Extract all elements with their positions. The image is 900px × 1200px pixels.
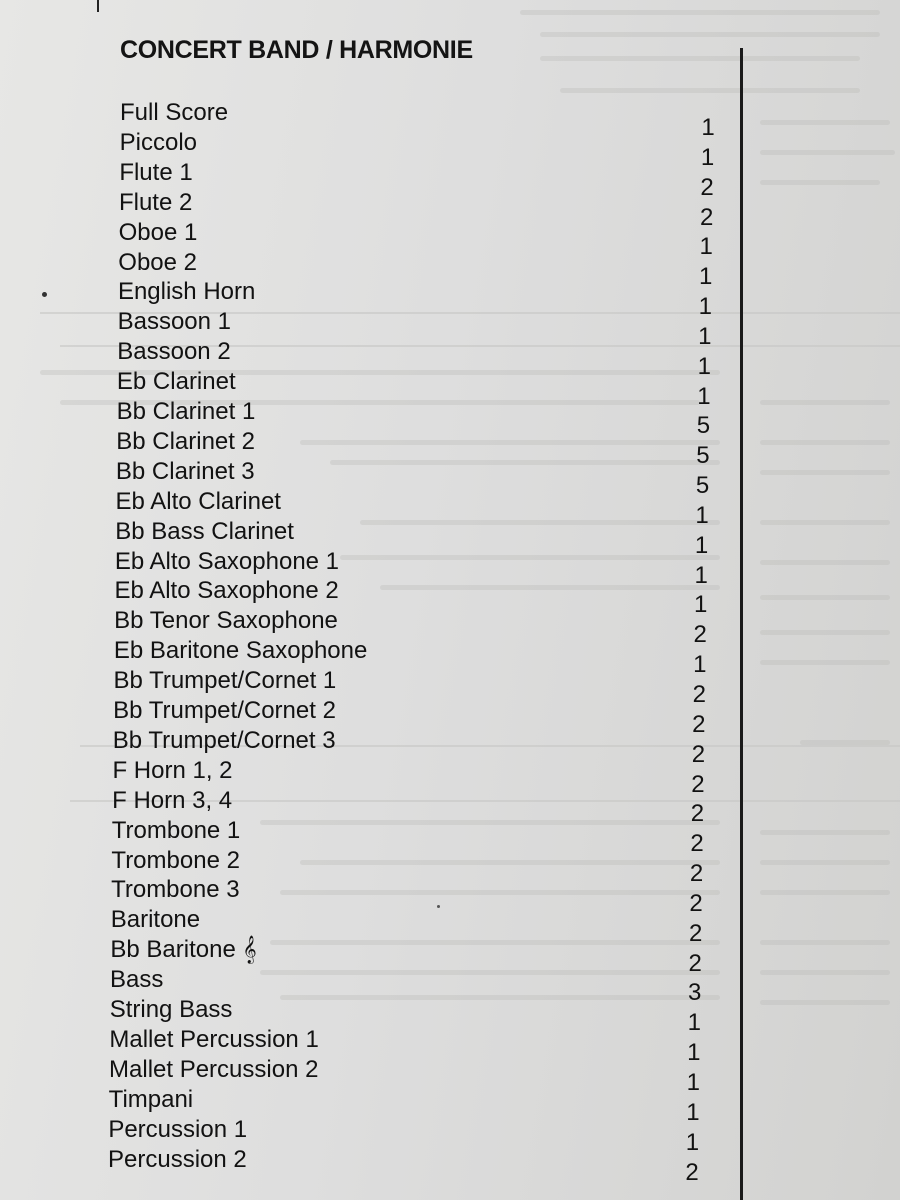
part-name: English Horn — [117, 278, 256, 306]
part-name: Bb Tenor Saxophone — [114, 607, 338, 635]
column-divider — [740, 48, 743, 1200]
part-quantity: 1 — [697, 352, 711, 380]
part-quantity: 2 — [688, 919, 703, 947]
part-name: Piccolo — [119, 128, 198, 156]
part-quantity: 2 — [691, 770, 705, 798]
part-quantity: 1 — [697, 382, 711, 410]
part-quantity: 2 — [692, 681, 706, 708]
document-title: CONCERT BAND / HARMONIE — [120, 36, 473, 64]
part-name: Bb Trumpet/Cornet 3 — [112, 726, 336, 754]
part-name: Trombone 1 — [111, 816, 241, 844]
part-name: Bb Clarinet 2 — [116, 427, 255, 455]
part-quantity: 1 — [693, 651, 707, 679]
part-name: Bb Trumpet/Cornet 1 — [113, 667, 337, 695]
part-name: Bassoon 2 — [117, 338, 231, 366]
part-quantity: 2 — [688, 949, 702, 977]
part-name: Oboe 2 — [118, 248, 198, 276]
part-quantity: 5 — [696, 412, 711, 440]
part-name: Eb Baritone Saxophone — [113, 637, 368, 665]
part-name: Eb Alto Saxophone 1 — [114, 547, 340, 575]
part-name: String Bass — [109, 996, 233, 1023]
speck — [42, 292, 47, 297]
part-quantity: 2 — [689, 860, 704, 888]
part-name: Bb Clarinet 1 — [116, 398, 256, 425]
part-quantity: 2 — [689, 889, 703, 917]
part-quantity: 2 — [700, 173, 714, 201]
part-name: Eb Clarinet — [116, 368, 236, 396]
part-quantity: 1 — [693, 591, 708, 619]
part-name: Trombone 3 — [111, 876, 240, 904]
part-quantity: 3 — [688, 979, 702, 1007]
part-quantity: 1 — [698, 293, 712, 321]
part-quantity: 2 — [690, 800, 705, 828]
part-name: Flute 2 — [118, 188, 193, 216]
part-name: Bb Clarinet 3 — [115, 457, 255, 485]
part-name: Percussion 2 — [108, 1145, 247, 1173]
part-name: Timpani — [108, 1085, 194, 1113]
part-quantity: 1 — [695, 501, 709, 529]
part-name: F Horn 1, 2 — [112, 756, 233, 784]
part-name: Full Score — [120, 99, 229, 126]
part-quantity: 1 — [687, 1039, 701, 1067]
part-quantity: 2 — [685, 1158, 699, 1186]
part-quantity: 1 — [699, 233, 713, 261]
part-quantity: 1 — [687, 1009, 701, 1037]
part-name: Bb Baritone 𝄞 — [110, 936, 257, 964]
part-name: Eb Alto Clarinet — [115, 487, 281, 515]
part-name: Mallet Percussion 2 — [109, 1055, 319, 1083]
part-quantity: 1 — [685, 1128, 700, 1156]
part-quantity: 2 — [690, 830, 704, 858]
part-quantity: 1 — [698, 322, 712, 350]
part-name: Bass — [110, 966, 164, 994]
part-name: Oboe 1 — [118, 218, 198, 246]
part-name: Trombone 2 — [111, 846, 240, 874]
part-quantity: 1 — [686, 1068, 701, 1096]
part-quantity: 1 — [700, 143, 715, 171]
part-quantity: 2 — [692, 710, 706, 738]
part-quantity: 2 — [693, 621, 707, 649]
part-name: Bb Bass Clarinet — [115, 517, 294, 545]
part-quantity: 5 — [695, 472, 710, 500]
part-name: Bb Trumpet/Cornet 2 — [113, 697, 336, 724]
part-name: Percussion 1 — [108, 1115, 248, 1143]
part-quantity: 5 — [696, 442, 710, 470]
part-name: Flute 1 — [119, 158, 193, 186]
part-name: Eb Alto Saxophone 2 — [114, 577, 339, 605]
part-name: Baritone — [110, 906, 201, 934]
part-name: Mallet Percussion 1 — [109, 1025, 319, 1053]
part-quantity: 2 — [691, 740, 706, 768]
speck — [437, 905, 440, 908]
part-quantity: 1 — [694, 531, 709, 559]
part-quantity: 1 — [686, 1098, 700, 1126]
part-name: Bassoon 1 — [117, 308, 232, 336]
part-quantity: 1 — [701, 114, 715, 141]
part-quantity: 2 — [699, 203, 714, 231]
part-quantity: 1 — [694, 561, 708, 589]
part-name: F Horn 3, 4 — [112, 786, 233, 814]
part-quantity: 1 — [699, 263, 713, 291]
